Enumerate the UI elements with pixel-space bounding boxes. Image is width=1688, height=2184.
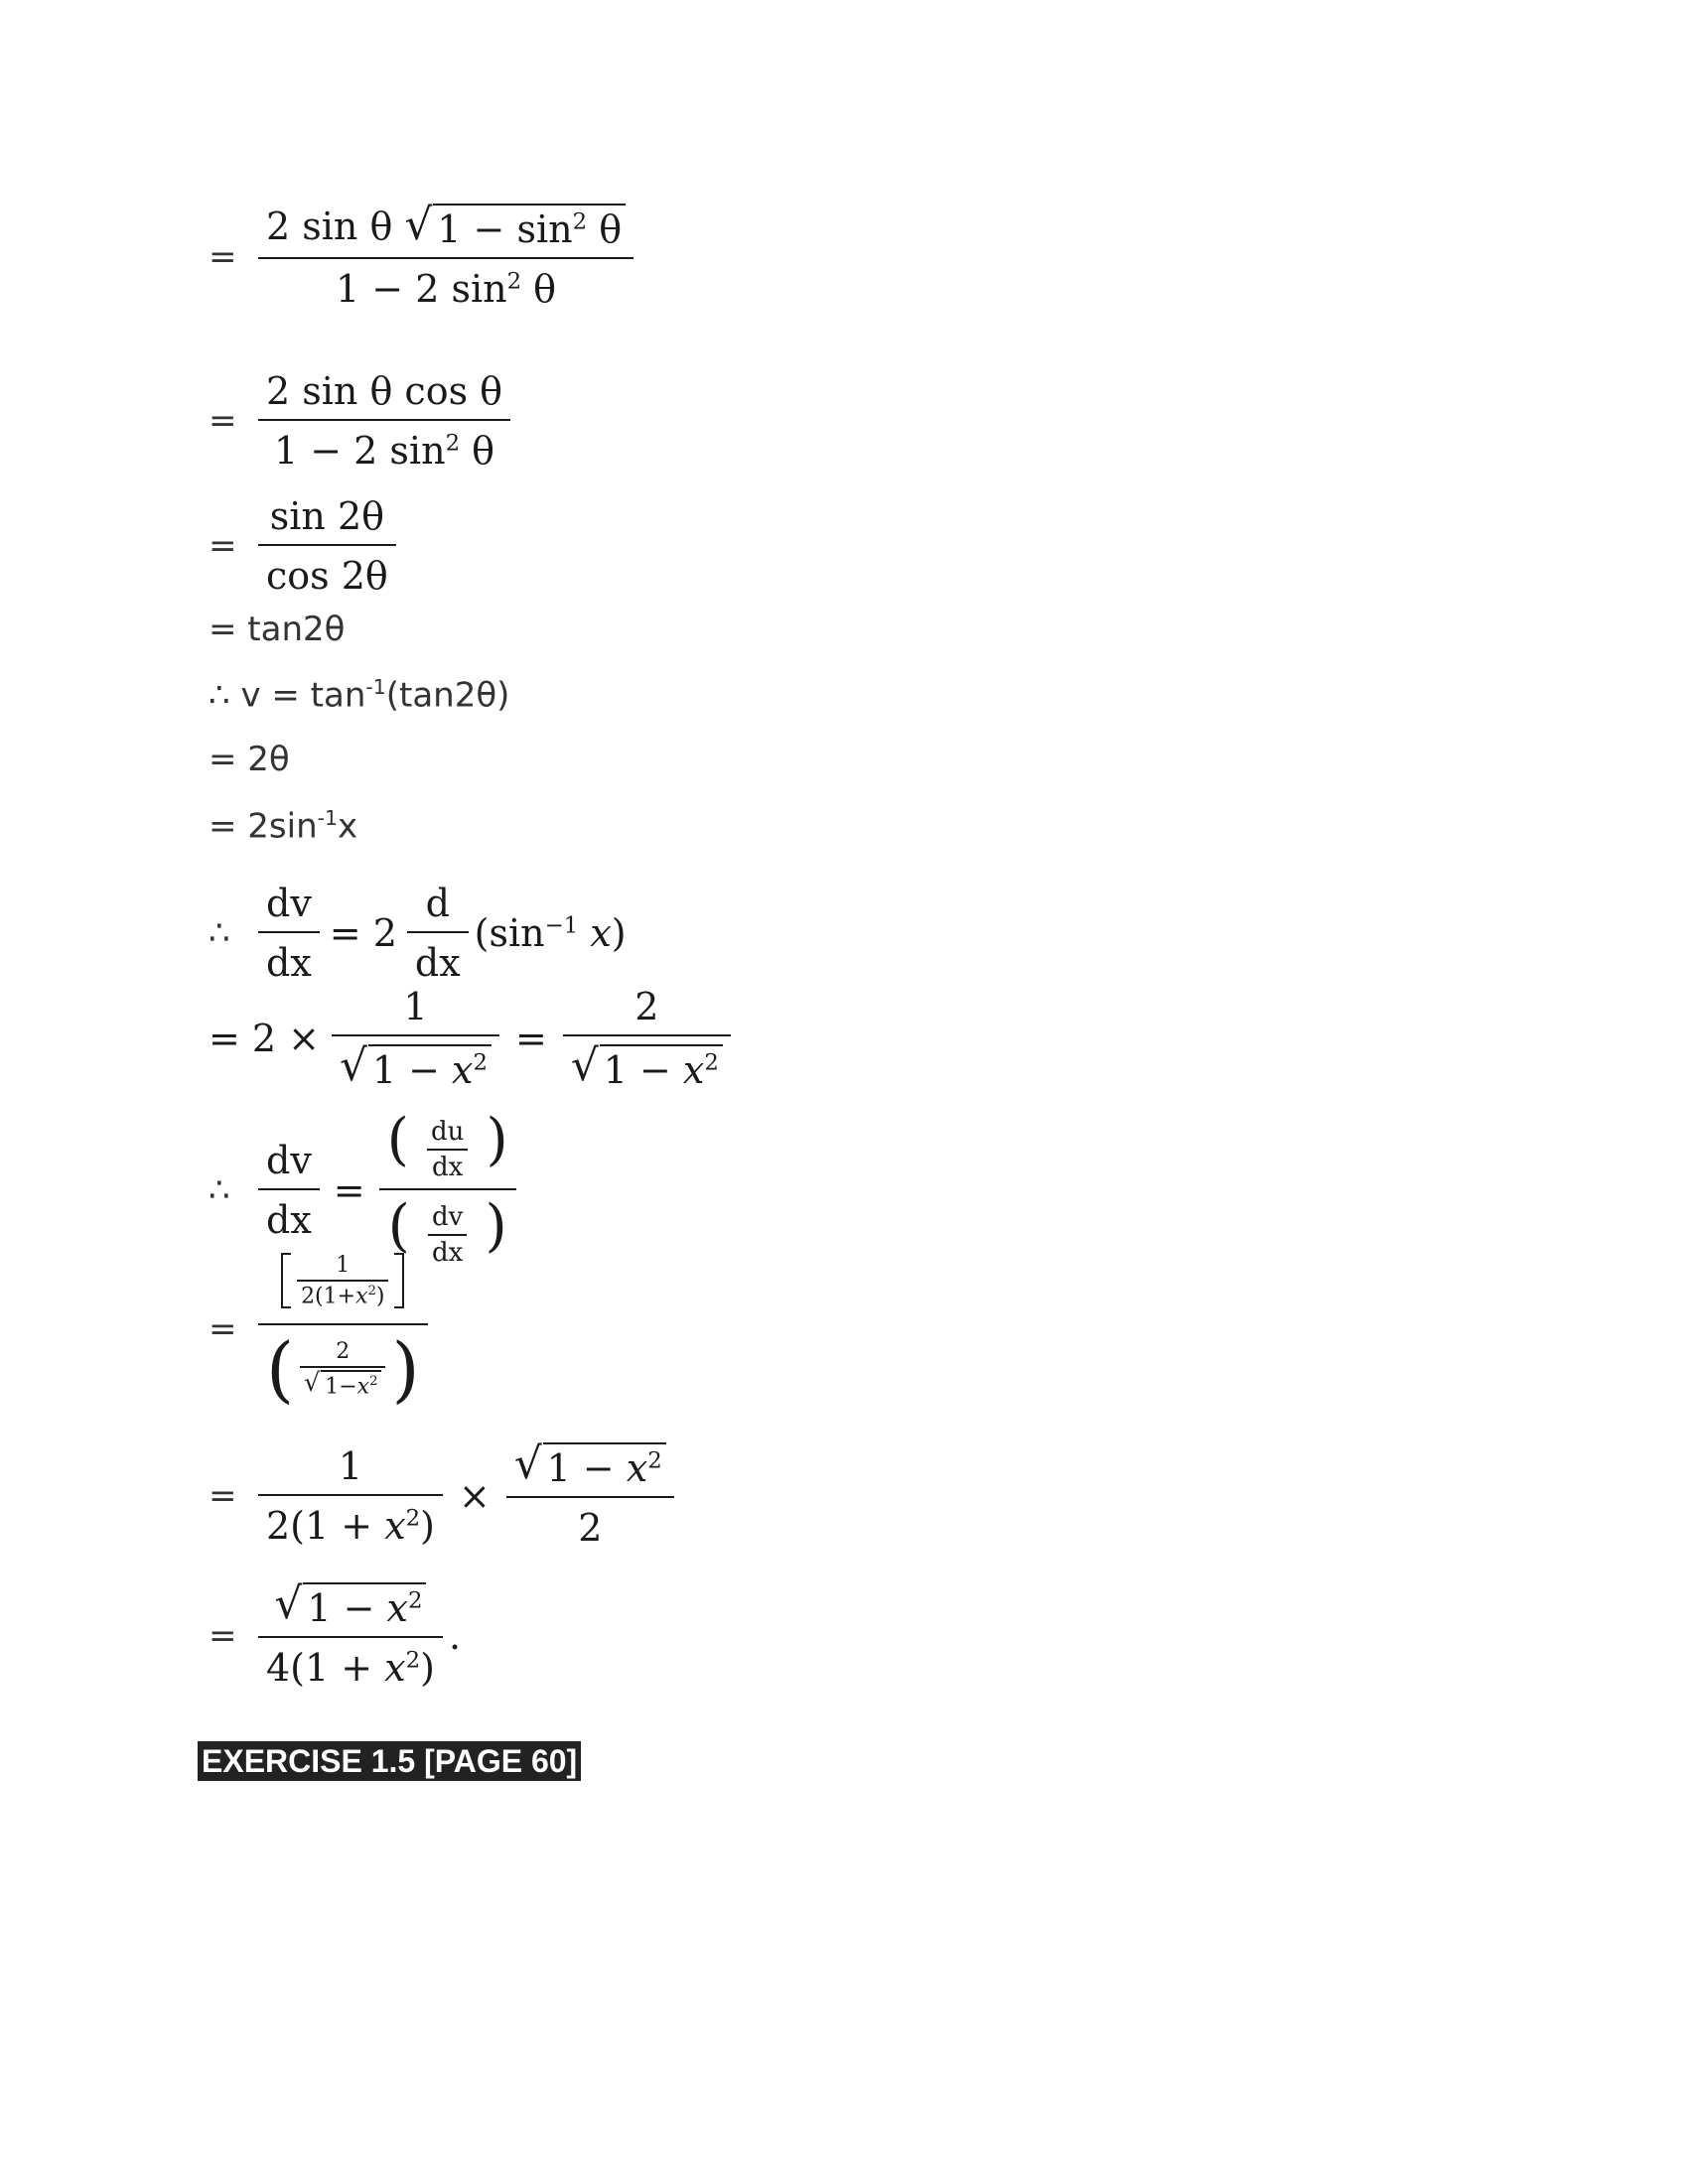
radical-sign: √: [340, 1040, 367, 1091]
step-3: [209, 494, 402, 598]
denominator-tail: θ: [521, 267, 557, 311]
right-paren: ): [391, 1327, 420, 1412]
variable-x: x: [384, 1504, 406, 1548]
fraction-d-dx: [407, 882, 469, 985]
equals-sign: =: [209, 1308, 237, 1349]
square-root: [274, 1578, 426, 1630]
numerator: 2 sin θ cos θ: [266, 369, 503, 413]
fraction-dv-dx: [258, 1139, 320, 1242]
numerator: d: [425, 882, 450, 925]
right-bracket: [394, 1253, 404, 1308]
step-1: [209, 200, 639, 311]
exponent: 2: [647, 1447, 662, 1474]
equals-sign: =: [333, 1167, 365, 1212]
inner-fraction: [300, 1339, 385, 1399]
period: .: [448, 1614, 462, 1658]
numerator: dv: [432, 1202, 464, 1232]
step-text: [209, 675, 509, 715]
exponent: 2: [407, 1587, 423, 1614]
exponent: 2: [445, 430, 461, 457]
radicand-tail: θ: [587, 207, 623, 251]
den-post: ): [375, 1284, 385, 1309]
text-pre: ∴ v = tan: [209, 675, 366, 716]
numerator: 1: [403, 985, 428, 1028]
compound-fraction: [258, 1253, 428, 1412]
step-13: [209, 1578, 462, 1690]
den-pre: 2(1+: [301, 1284, 356, 1309]
denominator-text: 1 − 2 sin: [336, 267, 507, 311]
exponent: -1: [317, 806, 338, 830]
exponent: 2: [473, 1049, 488, 1076]
radical-sign: √: [304, 1368, 321, 1398]
numerator: [266, 1578, 434, 1636]
equals-sign: =: [209, 1616, 237, 1656]
radical-sign: √: [274, 1578, 303, 1629]
numerator: 1: [338, 1444, 363, 1488]
fraction-2: [506, 1438, 674, 1550]
therefore-symbol: ∴: [209, 913, 230, 953]
equals-sign: =: [209, 401, 237, 441]
text-post: (tan2θ): [385, 675, 510, 716]
inner-fraction-du-dx: [427, 1117, 468, 1182]
variable-x: x: [355, 1284, 368, 1309]
numerator-text: 2 sin θ: [266, 205, 393, 248]
den-post: ): [420, 1646, 435, 1690]
square-root: [404, 200, 626, 251]
left-paren: (: [266, 1327, 295, 1412]
radicand: [368, 1044, 492, 1092]
argument: [475, 911, 627, 955]
inner-fraction: [297, 1253, 388, 1308]
step-9: [209, 985, 737, 1092]
radicand: [433, 204, 626, 251]
numerator: dv: [266, 882, 312, 925]
left-paren: (: [387, 1192, 410, 1259]
denominator: dx: [432, 1152, 464, 1182]
step-12: [209, 1438, 680, 1550]
therefore-symbol: ∴: [209, 1169, 230, 1210]
denominator: [266, 421, 502, 473]
den-pre: 2(1 +: [266, 1504, 385, 1548]
numerator: [506, 1438, 674, 1496]
radicand: [321, 1370, 381, 1399]
equals-two: = 2: [329, 911, 397, 955]
radicand-text: 1 −: [603, 1048, 683, 1092]
step-6: [209, 740, 290, 779]
inner-fraction-dv-dx: [428, 1202, 467, 1268]
denominator-tail: θ: [460, 429, 495, 473]
step-10: [209, 1107, 522, 1268]
radicand-text: 1−: [325, 1374, 357, 1400]
numerator: 2: [336, 1339, 351, 1365]
arg-pre: (sin: [474, 911, 545, 955]
fraction-1: [332, 985, 499, 1092]
denominator-text: 1 − 2 sin: [274, 429, 446, 473]
denominator: [332, 1036, 499, 1092]
fraction-dv-dx: [258, 882, 320, 985]
radicand-text: 1 −: [307, 1586, 387, 1630]
exponent: 2: [405, 1647, 421, 1674]
square-root: [513, 1438, 666, 1490]
variable-x: x: [590, 911, 612, 955]
radicand: [303, 1582, 426, 1630]
denominator: dx: [266, 1197, 312, 1242]
variable-x: x: [626, 1446, 648, 1490]
equals-sign: =: [515, 1017, 547, 1060]
right-paren: ): [486, 1107, 508, 1172]
step-text: = tan2θ: [209, 610, 346, 649]
exercise-heading: EXERCISE 1.5 [PAGE 60]: [198, 1741, 581, 1781]
exponent: 2: [704, 1049, 719, 1076]
radicand-text: 1 −: [371, 1048, 453, 1092]
equals-sign: =: [209, 237, 237, 277]
denominator: cos 2θ: [266, 554, 388, 598]
step-7: [209, 806, 357, 846]
denominator: dx: [414, 941, 461, 985]
radical-sign: √: [404, 200, 433, 250]
step-4: [209, 610, 345, 649]
times-sign: ×: [458, 1474, 491, 1518]
radical-sign: √: [513, 1438, 542, 1489]
exponent: 2: [367, 1284, 376, 1298]
fraction: [258, 200, 633, 311]
step-text: [209, 806, 357, 846]
radicand: [600, 1044, 723, 1092]
square-root: [570, 1040, 723, 1092]
den-post: ): [420, 1504, 435, 1548]
square-bracket-group: [281, 1253, 404, 1308]
variable-x: x: [682, 1048, 705, 1092]
denominator: [563, 1036, 731, 1092]
step-8: [209, 882, 627, 985]
exponent: -1: [365, 675, 386, 699]
exponent: 2: [506, 268, 522, 295]
numerator: du: [430, 1116, 465, 1147]
equals-sign: =: [209, 1476, 237, 1516]
denominator: [297, 1282, 388, 1308]
step-2: [209, 369, 516, 473]
numerator: sin 2θ: [269, 494, 385, 538]
step-5: [209, 675, 509, 715]
numerator: [258, 200, 633, 257]
left-paren: (: [386, 1107, 409, 1172]
exponent: 2: [405, 1505, 421, 1532]
left-bracket: [281, 1253, 291, 1308]
variable-x: x: [452, 1048, 474, 1092]
radicand-text: 1 − sin: [437, 207, 573, 251]
denominator: dx: [432, 1238, 464, 1268]
fraction-du-dv: [379, 1107, 516, 1268]
denominator: [328, 259, 564, 311]
step-11: [209, 1253, 434, 1412]
den-pre: 4(1 +: [266, 1646, 385, 1690]
numerator: [379, 1107, 516, 1188]
fraction-2: [563, 985, 731, 1092]
fraction-1: [258, 1444, 443, 1548]
numerator: [273, 1253, 412, 1323]
arg-close: ): [611, 911, 627, 955]
fraction: [258, 369, 510, 473]
denominator: dx: [266, 941, 312, 985]
variable-x: x: [384, 1646, 406, 1690]
equals-two-times: = 2 ×: [209, 1017, 321, 1060]
radicand: [543, 1442, 666, 1490]
radicand-text: 1 −: [546, 1446, 627, 1490]
radical-sign: √: [570, 1040, 599, 1091]
text-pre: = 2sin: [209, 806, 318, 847]
exponent: −1: [544, 912, 579, 939]
variable-x: x: [386, 1586, 408, 1630]
denominator: [258, 1638, 443, 1690]
exponent: 2: [572, 208, 588, 235]
denominator: [258, 1496, 443, 1548]
numerator: 1: [336, 1253, 351, 1278]
square-root: [340, 1040, 492, 1092]
denominator: [258, 1325, 428, 1412]
square-root: [304, 1370, 381, 1399]
final-fraction: [258, 1578, 443, 1690]
denominator: 2: [578, 1506, 603, 1550]
exponent: 2: [369, 1374, 378, 1390]
denominator: [300, 1368, 385, 1399]
fraction: [258, 494, 396, 598]
text-post: x: [337, 806, 358, 847]
numerator: 2: [634, 985, 659, 1028]
step-text: = 2θ: [209, 740, 290, 779]
numerator: dv: [266, 1138, 312, 1182]
variable-x: x: [356, 1374, 370, 1400]
equals-sign: =: [209, 526, 237, 566]
right-paren: ): [485, 1192, 507, 1259]
